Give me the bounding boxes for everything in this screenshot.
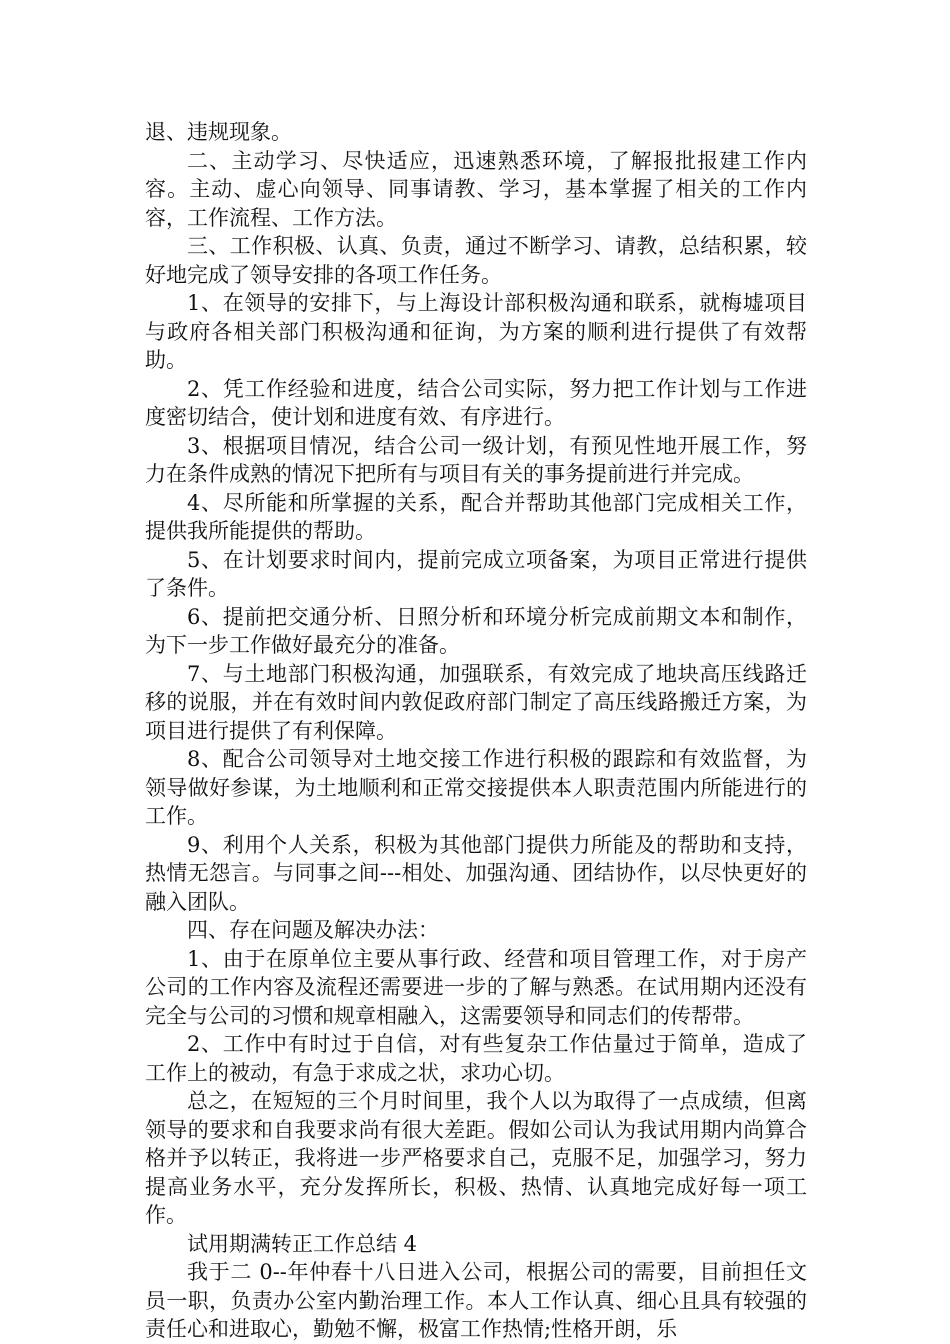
paragraph-item-2: 2、凭工作经验和进度，结合公司实际，努力把工作计划与工作进度密切结合，使计划和进度有效、有序进行。 xyxy=(145,376,807,429)
paragraph-conclusion: 总之，在短短的三个月时间里，我个人以为取得了一点成绩，但离领导的要求和自我要求尚有很大差距。假如公司认为我试用期内尚算合格并予以转正，我将进一步严格要求自己，克服不足，加强学习，努力提高业务水平，充分发挥所长，积极、热情、认真地完成好每一项工作。 xyxy=(145,1089,807,1227)
paragraph-item-4: 4、尽所能和所掌握的关系，配合并帮助其他部门完成相关工作，提供我所能提供的帮助。 xyxy=(145,490,807,543)
paragraph-section-two: 二、主动学习、尽快适应，迅速熟悉环境，了解报批报建工作内容。主动、虚心向领导、同事请教、学习，基本掌握了相关的工作内容，工作流程、工作方法。 xyxy=(145,148,807,230)
paragraph-item-5: 5、在计划要求时间内，提前完成立项备案，为项目正常进行提供了条件。 xyxy=(145,547,807,600)
paragraph-section-three: 三、工作积极、认真、负责，通过不断学习、请教，总结积累，较好地完成了领导安排的各项工作任务。 xyxy=(145,234,807,287)
paragraph-item-3: 3、根据项目情况，结合公司一级计划，有预见性地开展工作，努力在条件成熟的情况下把所有与项目有关的事务提前进行并完成。 xyxy=(145,433,807,486)
paragraph-problem-1: 1、由于在原单位主要从事行政、经营和项目管理工作，对于房产公司的工作内容及流程还需要进一步的了解与熟悉。在试用期内还没有完全与公司的习惯和规章相融入，这需要领导和同志们的传帮带。 xyxy=(145,946,807,1028)
paragraph-item-6: 6、提前把交通分析、日照分析和环境分析完成前期文本和制作，为下一步工作做好最充分的准备。 xyxy=(145,604,807,657)
paragraph-problem-2: 2、工作中有时过于自信，对有些复杂工作估量过于简单，造成了工作上的被动，有急于求成之状，求功心切。 xyxy=(145,1032,807,1085)
document-body xyxy=(145,118,807,1344)
paragraph-item-8: 8、配合公司领导对土地交接工作进行积极的跟踪和有效监督，为领导做好参谋，为土地顺利和正常交接提供本人职责范围内所能进行的工作。 xyxy=(145,747,807,828)
section-title: 试用期满转正工作总结 4 xyxy=(187,1231,418,1256)
paragraph-continuation: 退、违规现象。 xyxy=(145,120,292,144)
paragraph-intro-4: 我于二 0--年仲春十八日进入公司，根据公司的需要，目前担任文员一职，负责办公室内勤治理工作。本人工作认真、细心且具有较强的责任心和进取心，勤勉不懈，极富工作热情;性格开朗，乐 xyxy=(145,1260,807,1341)
paragraph-item-9: 9、利用个人关系，积极为其他部门提供力所能及的帮助和支持，热情无怨言。与同事之间---相处、加强沟通、团结协作，以尽快更好的融入团队。 xyxy=(145,832,807,914)
paragraph-item-7: 7、与土地部门积极沟通，加强联系，有效完成了地块高压线路迁移的说服，并在有效时间内敦促政府部门制定了高压线路搬迁方案，为项目进行提供了有利保障。 xyxy=(145,661,807,743)
paragraph-section-four: 四、存在问题及解决办法： xyxy=(187,918,439,942)
paragraph-item-1: 1、在领导的安排下，与上海设计部积极沟通和联系，就梅墟项目与政府各相关部门积极沟通和征询，为方案的顺利进行提供了有效帮助。 xyxy=(145,291,807,372)
